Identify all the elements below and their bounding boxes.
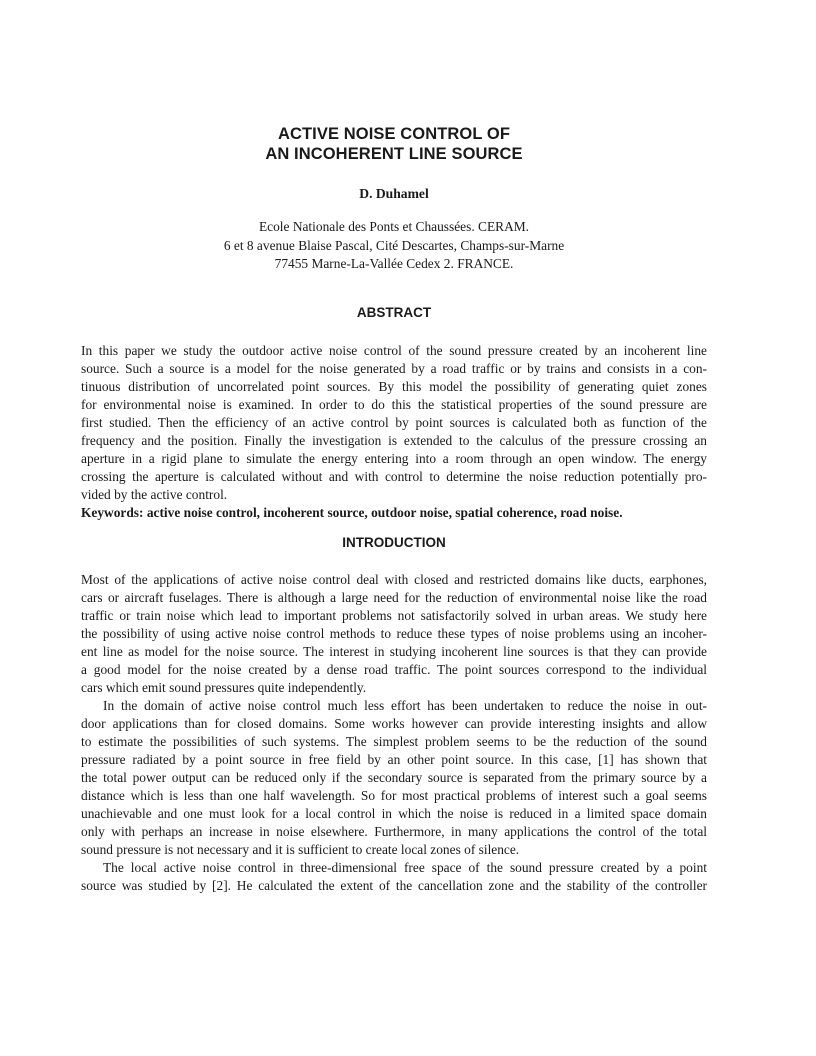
intro-line: the possibility of using active noise control methods to reduce these types of noise problems using an incoher- (81, 625, 707, 641)
intro-line: source was studied by [2]. He calculated the extent of the cancellation zone and the stability of the controller (81, 877, 707, 893)
abstract-body (81, 342, 707, 504)
intro-line: In the domain of active noise control much less effort has been undertaken to reduce the noise in out- (103, 697, 707, 713)
title-line-1: ACTIVE NOISE CONTROL OF (277, 125, 511, 143)
intro-line: The local active noise control in three-dimensional free space of the sound pressure created by a point (103, 859, 707, 875)
intro-line: a good model for the noise created by a dense road traffic. The point sources correspond to the individual (81, 661, 707, 677)
intro-line: pressure radiated by a point source in free field by an other point source. In this case, [1] has shown that (81, 751, 707, 767)
affiliation (81, 218, 707, 274)
abstract-line: vided by the active control. (81, 486, 228, 502)
abstract-line: first studied. Then the efficiency of an active control by point sources is calculated both as function of the (81, 414, 707, 430)
affiliation-line: Ecole Nationale des Ponts et Chaussées. CERAM. (258, 219, 529, 234)
intro-line: unachievable and one must look for a local control in which the noise is reduced in a limited space domain (81, 805, 707, 821)
introduction-heading: INTRODUCTION (342, 534, 446, 550)
abstract-line: crossing the aperture is calculated without and with control to determine the noise reduction potentially pro- (81, 468, 707, 484)
intro-line: the total power output can be reduced only if the secondary source is separated from the primary source by a (81, 769, 707, 785)
title-line-2: AN INCOHERENT LINE SOURCE (265, 145, 523, 163)
intro-line: traffic or train noise which lead to important problems not satisfactorily solved in urban areas. We study here (81, 607, 707, 623)
affiliation-line: 6 et 8 avenue Blaise Pascal, Cité Descartes, Champs-sur-Marne (223, 237, 565, 253)
intro-line: door applications than for closed domains. Some works however can provide interesting insights and allow (81, 715, 707, 731)
abstract-line: In this paper we study the outdoor active noise control of the sound pressure created by an incoherent line (81, 342, 707, 358)
paper-title (81, 124, 707, 164)
affiliation-line: 77455 Marne-La-Vallée Cedex 2. FRANCE. (274, 256, 514, 271)
intro-line: ent line as model for the noise source. The interest in studying incoherent line sources is that they can provide (81, 643, 707, 659)
keywords: Keywords: active noise control, incoherent source, outdoor noise, spatial coherence, road noise. (81, 504, 623, 520)
paper-page (81, 0, 707, 895)
abstract-line: for environmental noise is examined. In order to do this the statistical properties of the sound pressure are (81, 396, 707, 412)
intro-line: Most of the applications of active noise control deal with closed and restricted domains like ducts, earphones, (81, 571, 707, 587)
intro-line: to estimate the possibilities of such systems. The simplest problem seems to be the reduction of the sound (81, 733, 707, 749)
intro-line: cars or aircraft fuselages. There is although a large need for the reduction of environmental noise like the road (81, 589, 707, 605)
abstract-line: frequency and the position. Finally the investigation is extended to the calculus of the pressure crossing an (81, 432, 707, 448)
intro-line: sound pressure is not necessary and it is sufficient to create local zones of silence. (81, 841, 520, 857)
abstract-heading: ABSTRACT (356, 304, 432, 320)
introduction-body (81, 571, 707, 895)
abstract-line: aperture in a rigid plane to simulate the energy entering into a room through an open window. The energy (81, 450, 707, 466)
intro-line: cars which emit sound pressures quite independently. (81, 679, 367, 695)
author-name: D. Duhamel (359, 186, 429, 201)
intro-line: distance which is less than one half wavelength. So for most practical problems of interest such a goal seems (81, 787, 707, 803)
intro-line: only with perhaps an increase in noise elsewhere. Furthermore, in many applications the control of the total (81, 823, 707, 839)
abstract-line: tinuous distribution of uncorrelated point sources. By this model the possibility of generating quiet zones (81, 378, 707, 394)
abstract-line: source. Such a source is a model for the noise generated by a road traffic or by trains and consists in a con- (81, 360, 707, 376)
